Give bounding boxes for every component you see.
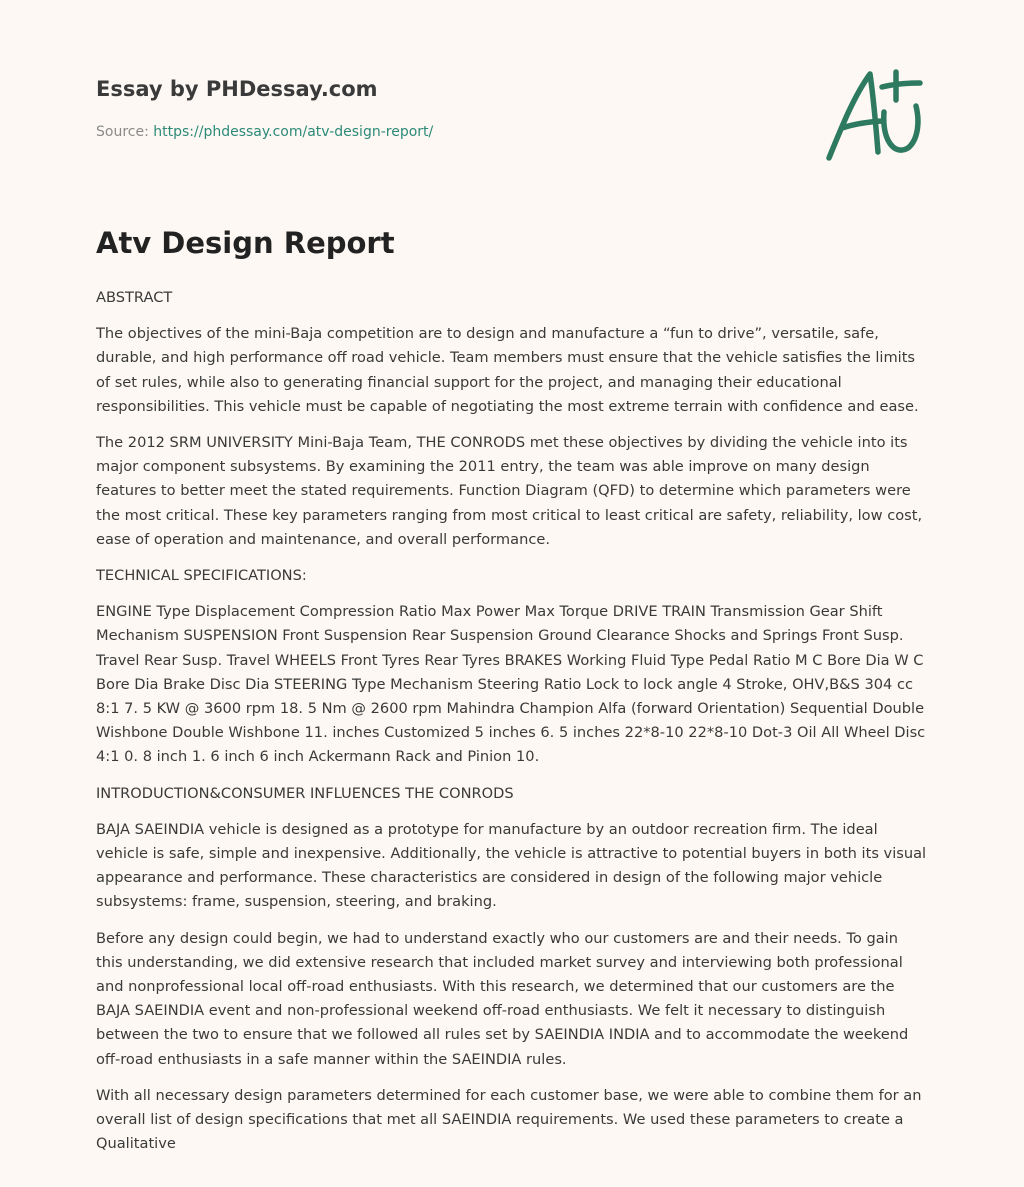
site-title: Essay by PHDessay.com xyxy=(96,77,378,101)
a-plus-logo-icon xyxy=(824,66,924,166)
paragraph: The objectives of the mini-Baja competition are to design and manufacture a “fun to drive”, versatile, safe, durable, and high performance off road vehicle. Team members must ensure that the vehicle satisfies the limits of set rules, while also to generating financial support for the project, and managing their educational responsibilities. This vehicle must be capable of negotiating the most extreme terrain with confidence and ease. xyxy=(96,325,919,415)
paragraph: ENGINE Type Displacement Compression Ratio Max Power Max Torque DRIVE TRAIN Transmission Gear Shift Mechanism SUSPENSION Front Suspension Rear Suspension Ground Clearance Shocks and Springs Front Susp. Travel Rear Susp. Travel WHEELS Front Tyres Rear Tyres BRAKES Working Fluid Type Pedal Ratio M C Bore Dia W C Bore Dia Brake Disc Dia STEERING Type Mechanism Steering Ratio Lock to lock angle 4 Stroke, OHV,B&S 304 cc 8:1 7. 5 KW @ 3600 rpm 18. 5 Nm @ 2600 rpm Mahindra Champion Alfa (forward Orientation) Sequential Double Wishbone Double Wishbone 11. inches Customized 5 inches 6. 5 inches 22*8-10 22*8-10 Dot-3 Oil All Wheel Disc 4:1 0. 8 inch 1. 6 inch 6 inch Ackermann Rack and Pinion 10. xyxy=(96,603,926,766)
section-heading-technical-specifications: TECHNICAL SPECIFICATIONS: xyxy=(96,567,307,585)
paragraph: With all necessary design parameters determined for each customer base, we were able to combine them for an overall list of design specifications that met all SAEINDIA requirements. We used these parameters to create a Qualitative xyxy=(96,1086,922,1153)
source-label: Source: xyxy=(96,124,149,140)
section-heading-abstract: ABSTRACT xyxy=(96,289,173,306)
document-body xyxy=(96,286,928,1169)
source-link[interactable]: https://phdessay.com/atv-design-report/ xyxy=(153,124,434,140)
paragraph: The 2012 SRM UNIVERSITY Mini-Baja Team, THE CONRODS met these objectives by dividing the vehicle into its major component subsystems. By examining the 2011 entry, the team was able improve on many design features to better meet the stated requirements. Function Diagram (QFD) to determine which parameters were the most critical. These key parameters ranging from most critical to least critical are safety, reliability, low cost, ease of operation and maintenance, and overall performance. xyxy=(96,434,923,548)
source-line xyxy=(96,124,433,140)
section-heading-introduction: INTRODUCTION&CONSUMER INFLUENCES THE CONRODS xyxy=(96,784,514,802)
paragraph: BAJA SAEINDIA vehicle is designed as a prototype for manufacture by an outdoor recreation firm. The ideal vehicle is safe, simple and inexpensive. Additionally, the vehicle is attractive to potential buyers in both its visual appearance and performance. These characteristics are considered in design of the following major vehicle subsystems: frame, suspension, steering, and braking. xyxy=(96,820,927,911)
document-title: Atv Design Report xyxy=(96,226,395,260)
paragraph: Before any design could begin, we had to understand exactly who our customers are and their needs. To gain this understanding, we did extensive research that included market survey and interviewing both professional and nonprofessional local off-road enthusiasts. With this research, we determined that our customers are the BAJA SAEINDIA event and non-professional weekend off-road enthusiasts. We felt it necessary to distinguish between the two to ensure that we followed all rules set by SAEINDIA INDIA and to accommodate the weekend off-road enthusiasts in a safe manner within the SAEINDIA rules. xyxy=(96,929,909,1068)
